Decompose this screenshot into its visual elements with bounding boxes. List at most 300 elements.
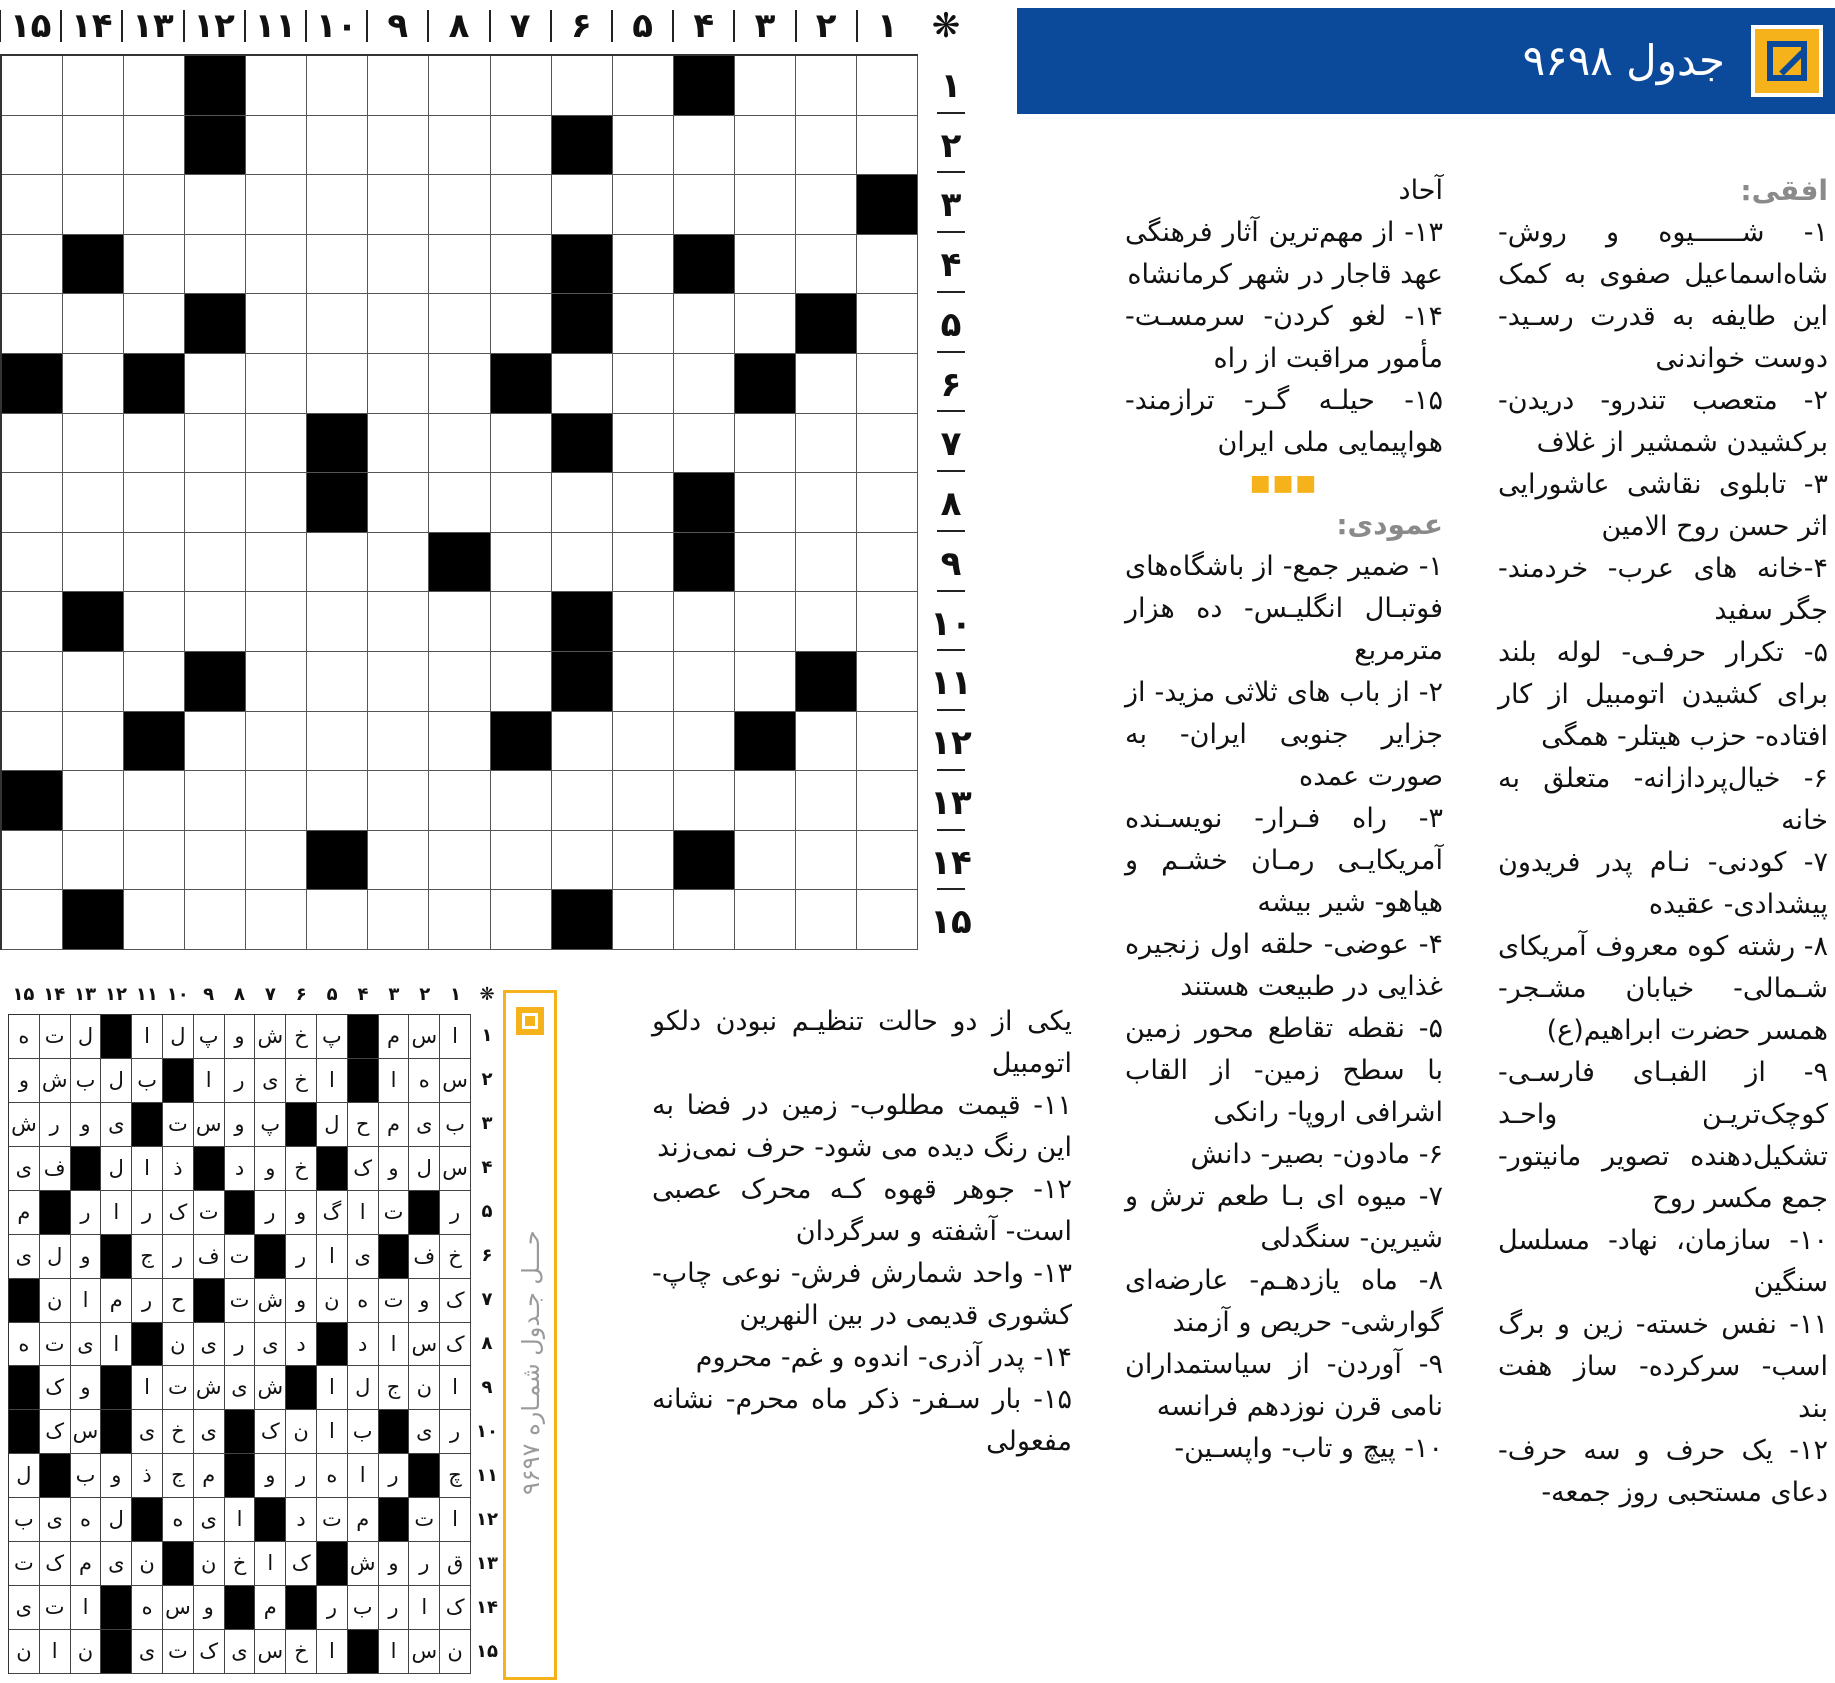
grid-cell: [246, 771, 307, 831]
clue-item: ۶- مادون- بصیر- دانش: [1190, 1139, 1443, 1170]
column-number: ۶: [295, 984, 307, 1005]
solution-cell-black: [9, 1410, 40, 1454]
solution-cell-black: [101, 1410, 132, 1454]
solution-cell: ا: [409, 1586, 440, 1630]
solution-cell: ش: [255, 1366, 286, 1410]
grid-cell: [429, 890, 490, 950]
grid-cell: [307, 533, 368, 593]
solution-cell: پ: [255, 1103, 286, 1147]
grid-cell: [552, 56, 613, 116]
solution-cell: خ: [440, 1235, 471, 1279]
solution-cell: ب: [132, 1059, 163, 1103]
clue-item: ۱۴- پدر آذری- اندوه و غم- محروم: [695, 1342, 1072, 1373]
column-number: ۱: [877, 6, 898, 46]
grid-cell: [613, 473, 674, 533]
grid-cell: [674, 712, 735, 772]
grid-cell: [429, 116, 490, 176]
grid-cell: [307, 652, 368, 712]
solution-cell-black: [101, 1235, 132, 1279]
clue-item: ۱۲- جوهر قهوه کـه محرک عصبی است- آشفته و سرگردان: [652, 1174, 1072, 1247]
solution-cell-black: [9, 1366, 40, 1410]
grid-cell: [491, 890, 552, 950]
grid-cell: [735, 890, 796, 950]
solution-cell: ش: [348, 1542, 379, 1586]
solution-cell: ن: [286, 1410, 317, 1454]
solution-cell: م: [194, 1454, 225, 1498]
solution-cell: ل: [163, 1015, 194, 1059]
column-number: ۵: [326, 984, 338, 1005]
grid-cell: [185, 414, 246, 474]
grid-cell: [857, 56, 918, 116]
page-title: جدول ۹۶۹۸: [1522, 36, 1725, 85]
solution-cell: ذ: [163, 1147, 194, 1191]
row-number: ۸: [481, 1333, 493, 1354]
column-number: ۹: [387, 6, 409, 46]
solution-cell-black: [409, 1191, 440, 1235]
across-clues-col1: [1498, 170, 1828, 1514]
solution-cell: ا: [317, 1235, 348, 1279]
grid-cell: [429, 592, 490, 652]
grid-cell: [2, 712, 63, 772]
grid-cell: [491, 592, 552, 652]
grid-cell: [491, 235, 552, 295]
solution-cell: ق: [440, 1542, 471, 1586]
row-number: ۱۵: [930, 902, 972, 943]
grid-cell: [124, 592, 185, 652]
solution-cell: س: [194, 1103, 225, 1147]
grid-cell: [552, 175, 613, 235]
column-number: ۵: [632, 6, 653, 46]
grid-cell: [63, 116, 124, 176]
grid-cell: [491, 831, 552, 891]
solution-cell: و: [255, 1454, 286, 1498]
grid-cell: [124, 414, 185, 474]
solution-cell: ک: [40, 1366, 71, 1410]
grid-cell: [613, 890, 674, 950]
solution-cell: ه: [348, 1279, 379, 1323]
clues-col2: [1125, 170, 1443, 1470]
clue-item: آحاد: [1398, 175, 1443, 206]
grid-cell-black: [63, 235, 124, 295]
solution-cell: ی: [9, 1147, 40, 1191]
down-title: عمودی:: [1336, 508, 1443, 541]
clue-item: ۲- متعصب تندرو- دریدن- برکشیدن شمشیر از غلاف: [1498, 385, 1828, 458]
solution-cell: م: [379, 1015, 410, 1059]
grid-cell: [368, 473, 429, 533]
solution-cell: م: [71, 1542, 102, 1586]
solution-cell: ا: [194, 1059, 225, 1103]
grid-cell: [124, 831, 185, 891]
clue-item: ۵- نقطه تقاطع محور زمین با سطح زمین- از القاب اشرافی اروپا- رانکی: [1125, 1013, 1443, 1128]
grid-cell: [368, 354, 429, 414]
grid-cell: [796, 890, 857, 950]
row-number: ۹: [481, 1377, 493, 1398]
grid-cell-black: [796, 294, 857, 354]
grid-cell: [2, 890, 63, 950]
clue-item: ۲- از باب های ثلاثی مزید- از جزایر جنوبی ایران- به صورت عمده: [1125, 677, 1443, 792]
grid-cell: [124, 116, 185, 176]
grid-cell: [246, 235, 307, 295]
header-banner: [1017, 8, 1835, 114]
solution-cell: ا: [132, 1147, 163, 1191]
solution-cell: ا: [71, 1586, 102, 1630]
grid-cell: [674, 890, 735, 950]
solution-cell: ی: [225, 1366, 256, 1410]
solution-cell: د: [286, 1323, 317, 1367]
solution-cell: ن: [132, 1542, 163, 1586]
solution-cell: ش: [9, 1103, 40, 1147]
solution-cell: ا: [132, 1015, 163, 1059]
grid-cell: [674, 414, 735, 474]
clue-item: ۱- ضمیر جمع- از باشگاه‌های فوتبـال انگلیـس- ده هزار مترمربع: [1125, 551, 1443, 666]
grid-cell: [674, 652, 735, 712]
solution-cell: ا: [71, 1279, 102, 1323]
grid-cell: [674, 771, 735, 831]
solution-cell-black: [317, 1323, 348, 1367]
column-separator: [0, 10, 1, 42]
solution-cell-black: [286, 1366, 317, 1410]
solution-cell: ل: [9, 1454, 40, 1498]
solution-cell: و: [9, 1059, 40, 1103]
grid-cell: [613, 771, 674, 831]
solution-cell: ل: [40, 1235, 71, 1279]
grid-cell-black: [674, 831, 735, 891]
solution-cell-black: [225, 1586, 256, 1630]
grid-cell: [857, 771, 918, 831]
solution-cell: ج: [132, 1235, 163, 1279]
grid-cell: [124, 890, 185, 950]
row-separator: [937, 829, 965, 831]
solution-cell: چ: [440, 1454, 471, 1498]
grid-cell-black: [674, 473, 735, 533]
grid-cell-black: [2, 771, 63, 831]
row-number: ۷: [481, 1289, 493, 1310]
solution-cell-black: [40, 1191, 71, 1235]
logo-icon: [1751, 25, 1823, 97]
solution-cell: ر: [379, 1586, 410, 1630]
grid-cell: [674, 116, 735, 176]
grid-cell: [857, 712, 918, 772]
grid-cell: [552, 354, 613, 414]
solution-cell: ی: [409, 1410, 440, 1454]
grid-cell: [368, 592, 429, 652]
grid-cell: [429, 354, 490, 414]
grid-cell-black: [735, 354, 796, 414]
solution-cell: س: [440, 1059, 471, 1103]
row-number: ۸: [940, 484, 962, 525]
solution-cell-black: [255, 1235, 286, 1279]
clue-list: [1498, 212, 1828, 1514]
clue-item: ۱۳- از مهم‌ترین آثار فرهنگی عهد قاجار در شهر کرمانشاه: [1125, 217, 1443, 290]
solution-cell: ه: [163, 1498, 194, 1542]
solution-cell: ا: [317, 1630, 348, 1674]
solution-cell: و: [194, 1586, 225, 1630]
grid-cell: [491, 116, 552, 176]
grid-cell-black: [63, 890, 124, 950]
grid-cell-black: [124, 712, 185, 772]
grid-cell: [613, 592, 674, 652]
solution-cell: ن: [9, 1630, 40, 1674]
row-separator: [937, 351, 965, 353]
solution-cell: و: [71, 1366, 102, 1410]
row-number: ۱۰: [476, 1421, 498, 1442]
grid-cell: [674, 175, 735, 235]
solution-cell-black: [286, 1103, 317, 1147]
solution-cell: ی: [255, 1059, 286, 1103]
solution-cell: و: [379, 1147, 410, 1191]
solution-cell: و: [409, 1279, 440, 1323]
grid-cell: [63, 533, 124, 593]
grid-cell: [185, 354, 246, 414]
solution-cell: ش: [255, 1015, 286, 1059]
row-number: ۱۱: [930, 663, 972, 704]
column-number: ۷: [264, 984, 276, 1005]
column-number: ۱: [450, 984, 462, 1005]
clue-item: ۱۲- یک حرف و سه حرف- دعای مستحبی روز جمعه-: [1498, 1435, 1828, 1508]
column-number: ۶: [571, 6, 592, 46]
star-icon: ❋: [479, 984, 495, 1005]
solution-cell: ا: [379, 1630, 410, 1674]
solution-cell-black: [317, 1147, 348, 1191]
solution-cell-black: [225, 1191, 256, 1235]
clue-item: ۴-خانه های عرب- خردمند- جگر سفید: [1498, 553, 1828, 626]
grid-cell: [796, 116, 857, 176]
grid-cell: [2, 652, 63, 712]
solution-cell-black: [348, 1015, 379, 1059]
solution-cell: ت: [163, 1103, 194, 1147]
column-number: ۱۳: [132, 6, 174, 46]
grid-cell: [857, 592, 918, 652]
row-number: ۷: [940, 424, 962, 465]
grid-cell: [674, 354, 735, 414]
solution-cell: و: [225, 1015, 256, 1059]
solution-cell-black: [348, 1630, 379, 1674]
clue-item: ۸- ماه یازدهـم- عارضه‌ای گوارشی- حریص و آزمند: [1125, 1265, 1443, 1338]
column-number: ۳: [388, 984, 400, 1005]
solution-cell: ی: [101, 1103, 132, 1147]
solution-cell: و: [379, 1542, 410, 1586]
grid-cell-black: [796, 652, 857, 712]
clue-item: ۸- رشته کوه معروف آمریکای شـمالی- خیابان مشـجر- همسر حضرت ابراهیم(ع): [1498, 931, 1828, 1046]
row-number: ۴: [940, 245, 962, 286]
solution-cell-black: [71, 1147, 102, 1191]
column-number: ۸: [448, 6, 470, 46]
solution-cell: خ: [286, 1015, 317, 1059]
row-number: ۳: [481, 1113, 493, 1134]
solution-cell: س: [71, 1410, 102, 1454]
solution-cell: ت: [379, 1279, 410, 1323]
grid-cell: [124, 533, 185, 593]
grid-cell: [429, 473, 490, 533]
solution-cell: ف: [409, 1235, 440, 1279]
grid-cell: [796, 175, 857, 235]
solution-cell: د: [225, 1147, 256, 1191]
grid-cell: [185, 473, 246, 533]
grid-cell: [857, 354, 918, 414]
solution-cell: ا: [379, 1323, 410, 1367]
solution-label-box: [503, 990, 557, 1680]
solution-cell: ی: [194, 1410, 225, 1454]
grid-cell: [63, 652, 124, 712]
grid-cell: [124, 771, 185, 831]
solution-cell: ا: [440, 1366, 471, 1410]
grid-cell: [796, 235, 857, 295]
grid-cell: [307, 294, 368, 354]
column-number: ۴: [357, 984, 369, 1005]
grid-cell-black: [674, 235, 735, 295]
row-number: ۱۳: [476, 1553, 498, 1574]
column-number: ۱۵: [12, 984, 35, 1005]
grid-cell-black: [2, 354, 63, 414]
solution-cell: س: [163, 1586, 194, 1630]
row-separator: [937, 769, 965, 771]
solution-cell: ی: [194, 1323, 225, 1367]
solution-cell: ا: [348, 1454, 379, 1498]
grid-cell: [735, 116, 796, 176]
solution-cell: ی: [9, 1586, 40, 1630]
solution-cell: ت: [225, 1235, 256, 1279]
grid-cell: [857, 414, 918, 474]
grid-cell: [796, 771, 857, 831]
grid-cell: [2, 235, 63, 295]
grid-cell: [2, 473, 63, 533]
across-title: افقی:: [1740, 174, 1828, 207]
solution-cell: ن: [409, 1366, 440, 1410]
solution-cell: ا: [348, 1191, 379, 1235]
solution-cell: ر: [317, 1586, 348, 1630]
grid-cell: [857, 116, 918, 176]
solution-cell: ح: [163, 1279, 194, 1323]
solution-cell: خ: [286, 1630, 317, 1674]
grid-cell: [735, 592, 796, 652]
solution-cell: ا: [132, 1366, 163, 1410]
grid-cell: [429, 294, 490, 354]
grid-cell: [429, 712, 490, 772]
grid-cell: [735, 831, 796, 891]
grid-cell: [613, 116, 674, 176]
solution-cell: س: [255, 1630, 286, 1674]
grid-cell: [552, 771, 613, 831]
clue-item: ۴- عوضی- حلقه اول زنجیره غذایی در طبیعت هستند: [1125, 929, 1443, 1002]
grid-cell: [613, 235, 674, 295]
grid-cell: [246, 473, 307, 533]
grid-cell: [735, 771, 796, 831]
solution-cell: ل: [409, 1147, 440, 1191]
solution-cell: ه: [9, 1015, 40, 1059]
column-number: ۱۱: [135, 984, 158, 1005]
row-separator: [937, 291, 965, 293]
solution-cell: ت: [409, 1498, 440, 1542]
grid-cell: [2, 294, 63, 354]
solution-cell: ر: [379, 1454, 410, 1498]
solution-cell-black: [132, 1323, 163, 1367]
grid-cell: [307, 235, 368, 295]
grid-cell-black: [552, 116, 613, 176]
solution-cell: ر: [225, 1059, 256, 1103]
solution-cell: ل: [101, 1498, 132, 1542]
grid-cell: [246, 890, 307, 950]
solution-cell-black: [225, 1410, 256, 1454]
grid-cell: [552, 831, 613, 891]
grid-cell-black: [491, 354, 552, 414]
solution-cell-black: [132, 1103, 163, 1147]
grid-cell: [796, 56, 857, 116]
row-separator: [937, 171, 965, 173]
solution-cell-black: [194, 1147, 225, 1191]
grid-cell: [796, 473, 857, 533]
solution-cell-black: [255, 1498, 286, 1542]
solution-cell: ل: [317, 1103, 348, 1147]
solution-cell: ا: [317, 1059, 348, 1103]
row-separator: [937, 888, 965, 890]
grid-cell: [307, 890, 368, 950]
grid-cell: [735, 414, 796, 474]
clue-item: ۱۴- لغو کردن- سرمسـت- مأمور مراقبت از راه: [1125, 301, 1443, 374]
grid-cell: [368, 533, 429, 593]
grid-cell: [246, 116, 307, 176]
clue-item: ۵- تکرار حرفـی- لوله بلند برای کشیدن اتومبیل از کار افتاده- حزب هیتلر- همگی: [1498, 637, 1828, 752]
column-number: ۱۴: [71, 6, 113, 46]
solution-cell: ک: [40, 1410, 71, 1454]
grid-cell: [368, 771, 429, 831]
row-number: ۱۲: [930, 723, 972, 764]
grid-cell: [735, 175, 796, 235]
grid-cell: [368, 175, 429, 235]
grid-cell: [735, 235, 796, 295]
solution-cell: ل: [101, 1147, 132, 1191]
solution-cell: ه: [409, 1059, 440, 1103]
grid-cell: [63, 175, 124, 235]
solution-cell: پ: [317, 1015, 348, 1059]
row-number: ۱۳: [930, 782, 972, 823]
row-separator: [937, 590, 965, 592]
solution-cell: ی: [225, 1630, 256, 1674]
solution-cell: ه: [132, 1586, 163, 1630]
solution-cell: ر: [225, 1323, 256, 1367]
solution-cell: ی: [132, 1410, 163, 1454]
grid-cell: [613, 354, 674, 414]
solution-cell: ن: [194, 1542, 225, 1586]
solution-cell: ا: [379, 1059, 410, 1103]
column-number: ۱۰: [166, 984, 189, 1005]
solution-cell: ل: [348, 1366, 379, 1410]
grid-cell: [2, 592, 63, 652]
column-number: ۱۴: [43, 984, 66, 1005]
solution-cell: ر: [40, 1103, 71, 1147]
solution-cell: ک: [40, 1542, 71, 1586]
solution-cell: ش: [194, 1366, 225, 1410]
solution-cell: ب: [71, 1454, 102, 1498]
row-separator: [937, 410, 965, 412]
solution-cell: س: [409, 1015, 440, 1059]
grid-cell: [185, 831, 246, 891]
grid-cell: [63, 771, 124, 831]
column-number: ۱۰: [315, 6, 358, 46]
solution-cell: ج: [163, 1454, 194, 1498]
solution-cell-black: [286, 1586, 317, 1630]
solution-cell: س: [409, 1323, 440, 1367]
grid-cell-black: [185, 294, 246, 354]
solution-cell: م: [101, 1279, 132, 1323]
grid-cell: [368, 414, 429, 474]
clue-item: ۹- آوردن- از سیاستمداران نامی قرن نوزدهم فرانسه: [1125, 1349, 1443, 1422]
clue-item: ۱۵- حیلـه گـر- ترازمند- هواپیمایی ملی ایران: [1125, 385, 1443, 458]
grid-cell-black: [307, 831, 368, 891]
solution-cell: ن: [317, 1279, 348, 1323]
grid-cell: [429, 235, 490, 295]
grid-cell: [185, 890, 246, 950]
solution-cell: م: [9, 1191, 40, 1235]
